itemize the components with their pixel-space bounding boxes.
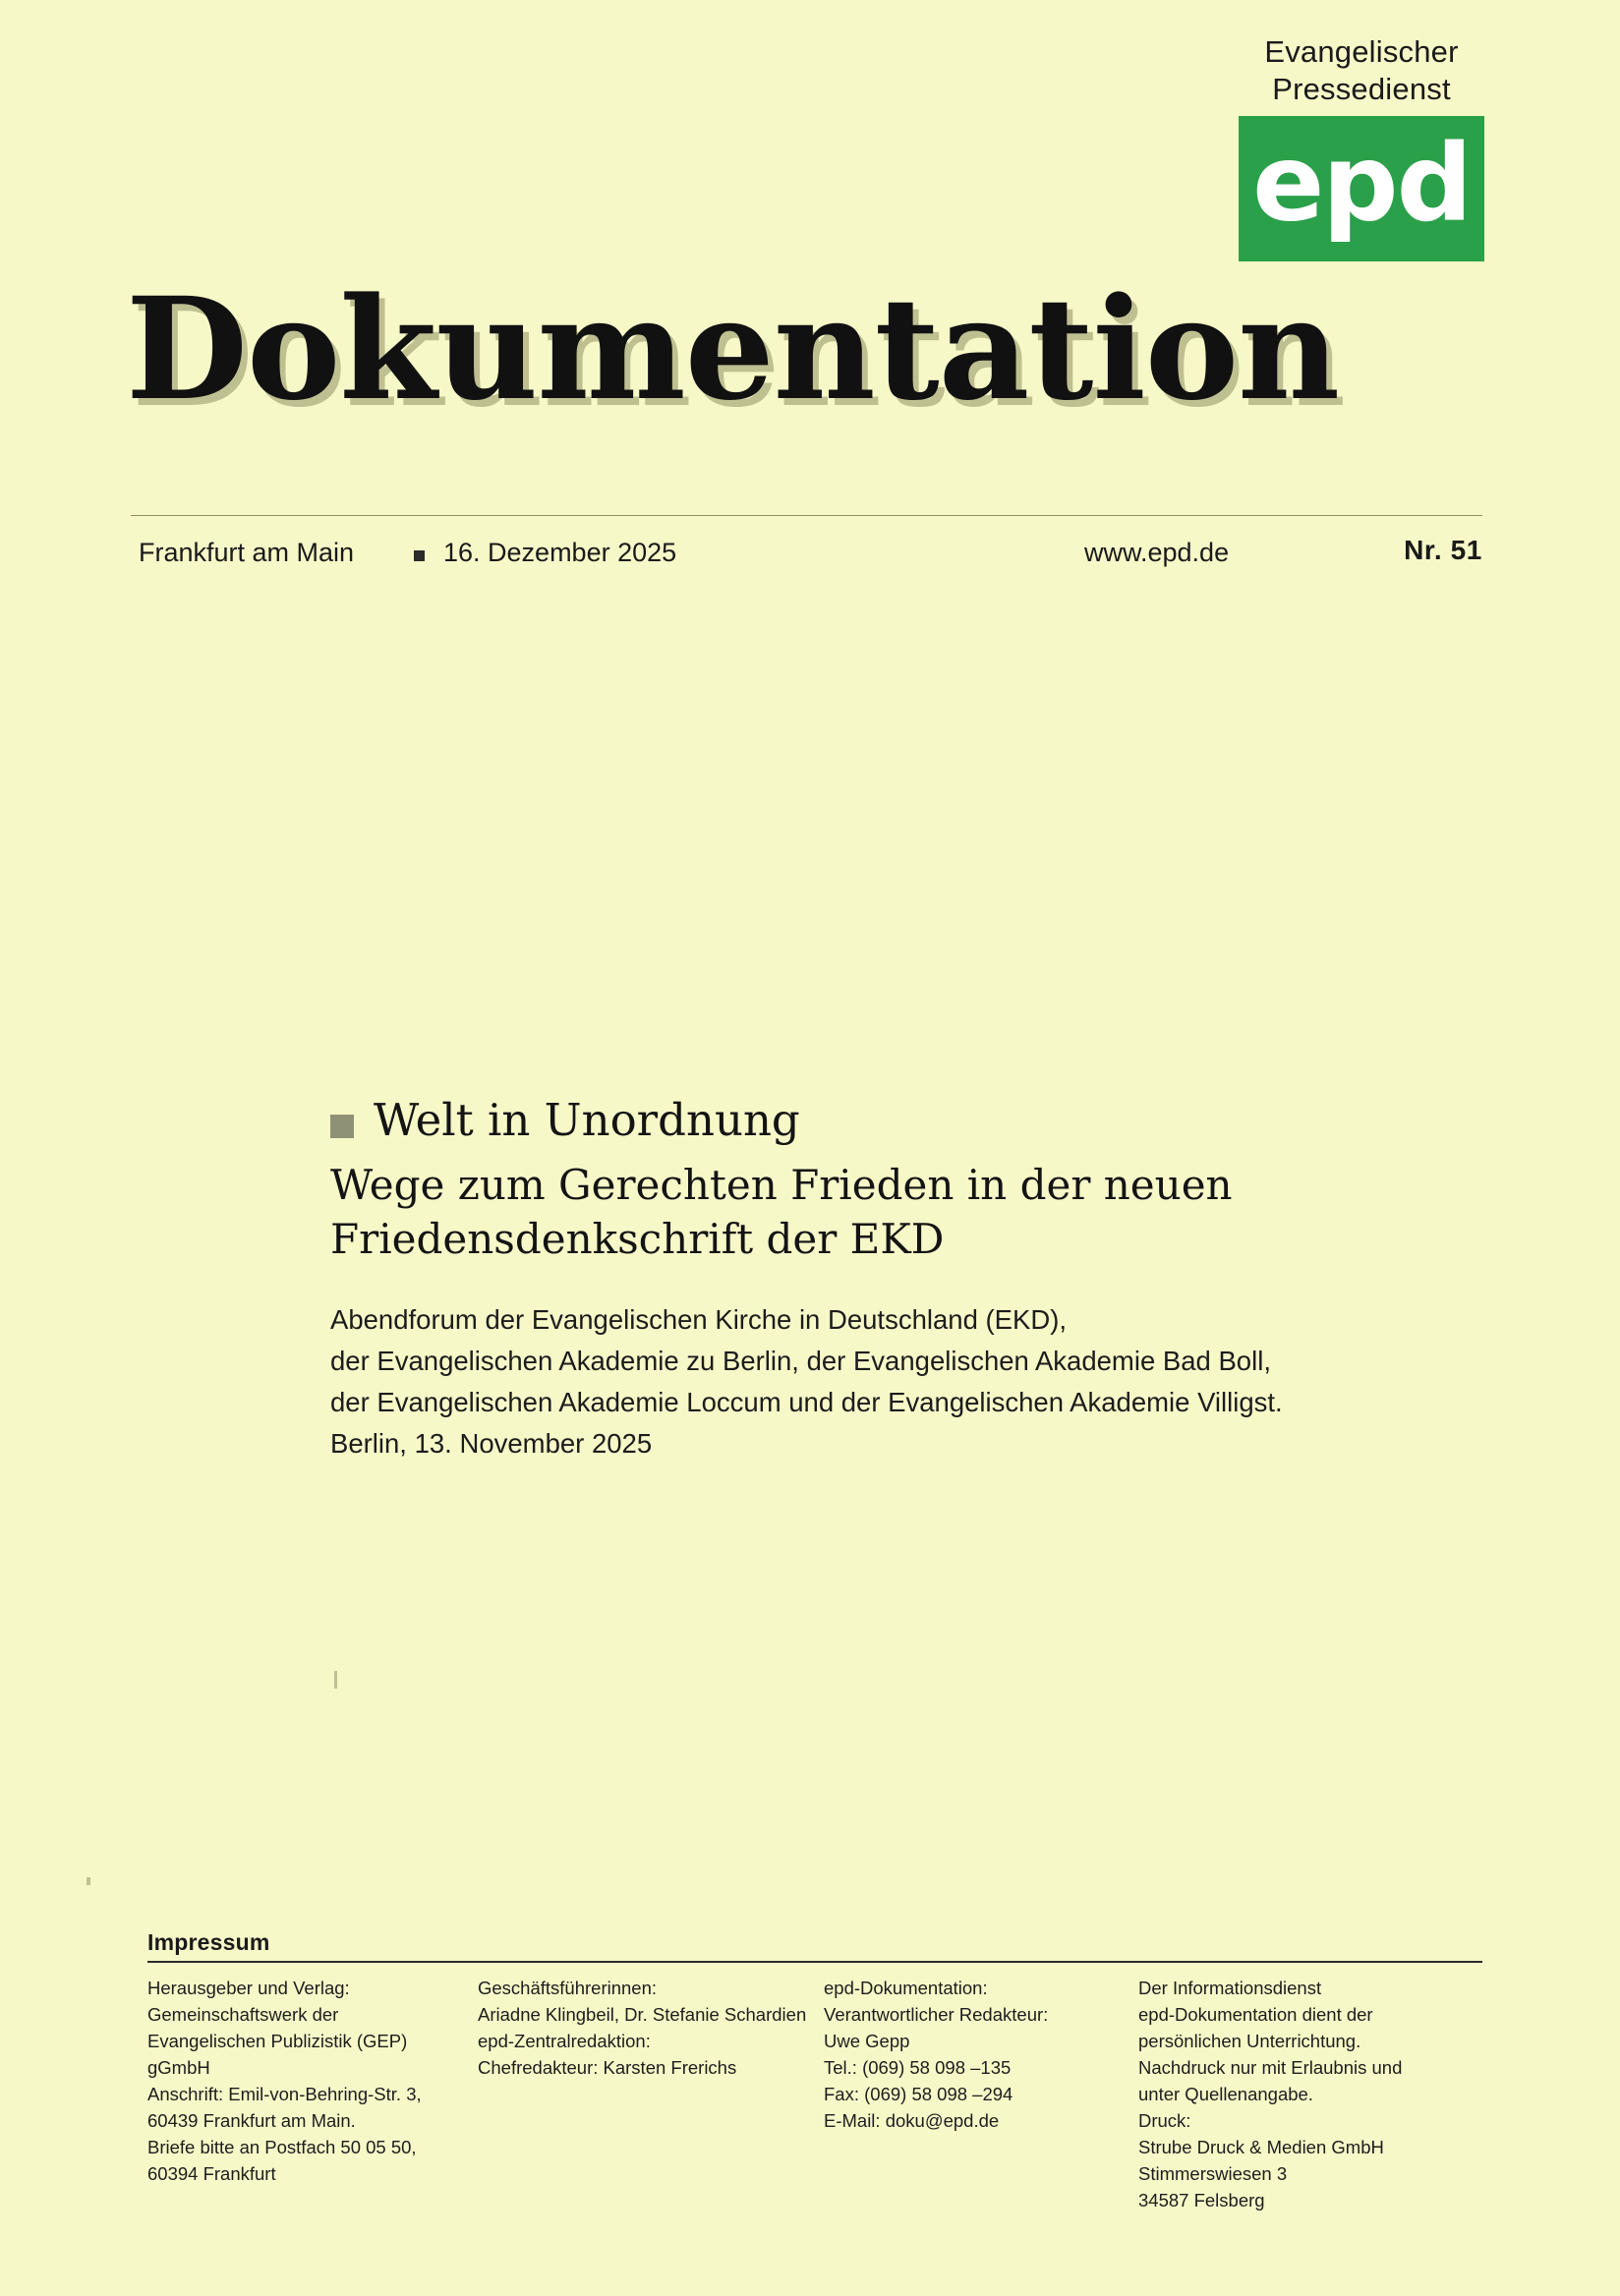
impressum-line: Chefredakteur: Karsten Frerichs bbox=[478, 2056, 737, 2078]
impressum-line: Uwe Gepp bbox=[824, 2030, 910, 2051]
masthead bbox=[0, 0, 1620, 567]
epd-logo-text: epd bbox=[1252, 122, 1471, 246]
impressum bbox=[147, 1928, 1482, 2213]
feature-blurb bbox=[330, 1299, 1471, 1464]
impressum-line: Ariadne Klingbeil, Dr. Stefanie Schardien bbox=[478, 2003, 807, 2025]
headline-row bbox=[330, 1093, 1471, 1148]
scan-artifact bbox=[87, 1877, 90, 1885]
impressum-column-management bbox=[478, 1975, 824, 2213]
bullet-square-icon bbox=[414, 550, 425, 561]
impressum-line: gGmbH bbox=[147, 2056, 210, 2078]
impressum-line: epd-Zentralredaktion: bbox=[478, 2030, 651, 2051]
feature-headline: Welt in Unordnung bbox=[374, 1094, 800, 1146]
issue-line bbox=[131, 531, 1482, 576]
masthead-divider bbox=[131, 515, 1482, 516]
publisher-name-line-2: Pressedienst bbox=[1272, 72, 1451, 106]
impressum-line: Strube Druck & Medien GmbH bbox=[1138, 2136, 1384, 2157]
feature-blurb-line-1: Abendforum der Evangelischen Kirche in Deutschland (EKD), bbox=[330, 1304, 1067, 1335]
impressum-line: persönlichen Unterrichtung. bbox=[1138, 2030, 1361, 2051]
impressum-line: 60394 Frankfurt bbox=[147, 2162, 276, 2184]
impressum-line: Fax: (069) 58 098 –294 bbox=[824, 2083, 1013, 2104]
impressum-columns bbox=[147, 1975, 1482, 2213]
impressum-line: 34587 Felsberg bbox=[1138, 2189, 1265, 2210]
epd-logo-mark bbox=[1239, 116, 1484, 261]
impressum-column-publisher bbox=[147, 1975, 478, 2213]
impressum-line: unter Quellenangabe. bbox=[1138, 2083, 1313, 2104]
impressum-column-notice bbox=[1138, 1975, 1453, 2213]
bullet-square-icon bbox=[330, 1115, 354, 1138]
impressum-line: Evangelischen Publizistik (GEP) bbox=[147, 2030, 408, 2051]
impressum-line: Tel.: (069) 58 098 –135 bbox=[824, 2056, 1012, 2078]
impressum-line: Druck: bbox=[1138, 2109, 1191, 2131]
impressum-line: Geschäftsführerinnen: bbox=[478, 1977, 658, 1998]
impressum-column-contact bbox=[824, 1975, 1138, 2213]
issue-number: Nr. 51 bbox=[1404, 535, 1482, 565]
epd-logo bbox=[1239, 33, 1484, 261]
impressum-line: Herausgeber und Verlag: bbox=[147, 1977, 350, 1998]
impressum-email[interactable]: E-Mail: doku@epd.de bbox=[824, 2109, 1000, 2131]
page-title: Dokumentation bbox=[126, 266, 1340, 431]
website-url[interactable]: www.epd.de bbox=[1084, 538, 1230, 567]
impressum-line: Der Informationsdienst bbox=[1138, 1977, 1322, 1998]
impressum-line: Briefe bitte an Postfach 50 05 50, bbox=[147, 2136, 417, 2157]
impressum-line: Nachdruck nur mit Erlaubnis und bbox=[1138, 2056, 1403, 2078]
issue-date: 16. Dezember 2025 bbox=[443, 538, 677, 567]
issue-place: Frankfurt am Main bbox=[139, 538, 355, 567]
feature-title-block bbox=[330, 1093, 1471, 1464]
impressum-title: Impressum bbox=[147, 1929, 270, 1955]
publisher-name-line-1: Evangelischer bbox=[1264, 34, 1459, 69]
feature-blurb-line-4: Berlin, 13. November 2025 bbox=[330, 1428, 653, 1459]
feature-blurb-line-3: der Evangelischen Akademie Loccum und der Evangelischen Akademie Villigst. bbox=[330, 1387, 1283, 1417]
feature-subhead-line-1: Wege zum Gerechten Frieden in der neuen bbox=[330, 1161, 1233, 1209]
impressum-divider bbox=[147, 1961, 1482, 1963]
impressum-line: 60439 Frankfurt am Main. bbox=[147, 2109, 356, 2131]
impressum-line: epd-Dokumentation: bbox=[824, 1977, 988, 1998]
scan-artifact bbox=[334, 1671, 337, 1689]
impressum-line: Verantwortlicher Redakteur: bbox=[824, 2003, 1049, 2025]
feature-subhead-line-2: Friedensdenkschrift der EKD bbox=[330, 1215, 945, 1263]
impressum-line: Gemeinschaftswerk der bbox=[147, 2003, 339, 2025]
feature-blurb-line-2: der Evangelischen Akademie zu Berlin, der Evangelischen Akademie Bad Boll, bbox=[330, 1346, 1271, 1376]
impressum-line: Anschrift: Emil-von-Behring-Str. 3, bbox=[147, 2083, 422, 2104]
impressum-line: Stimmerswiesen 3 bbox=[1138, 2162, 1288, 2184]
impressum-line: epd-Dokumentation dient der bbox=[1138, 2003, 1373, 2025]
